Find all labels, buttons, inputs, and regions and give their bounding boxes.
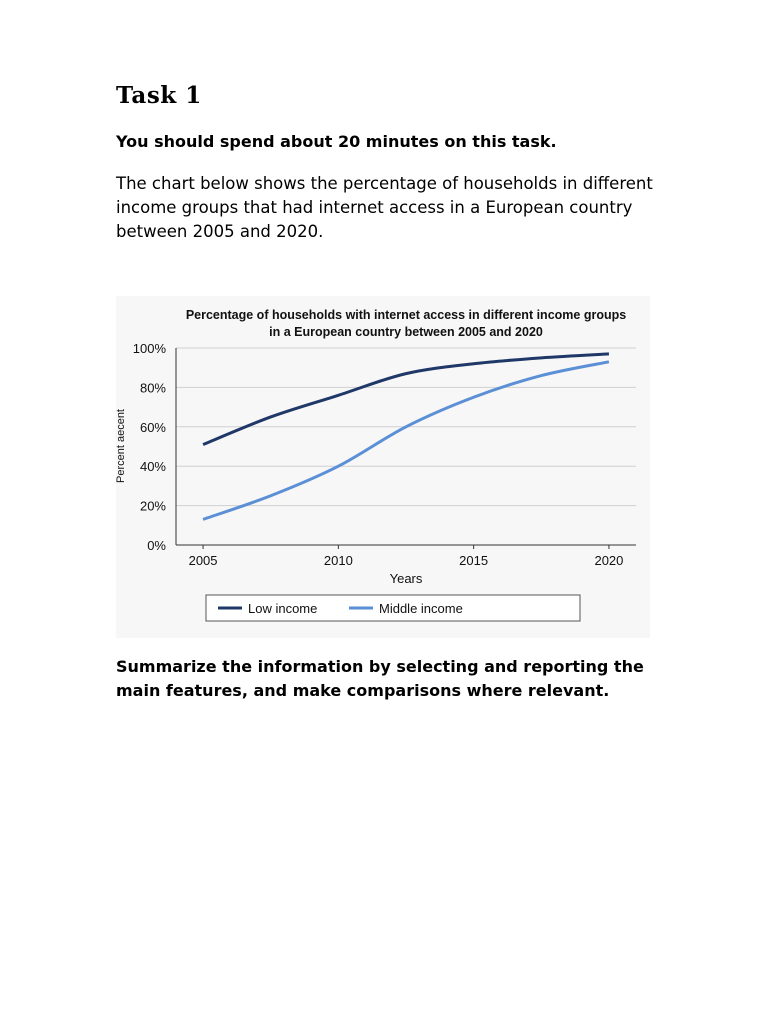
x-tick-label: 2005 <box>188 553 218 568</box>
y-axis-label: Percent aecent <box>116 409 127 483</box>
y-tick-label: 100% <box>132 341 166 356</box>
x-tick-label: 2015 <box>459 553 489 568</box>
chart-legend <box>206 595 580 621</box>
x-axis-label: Years <box>389 571 423 586</box>
chart-subtitle: in a European country between 2005 and 2020 <box>269 325 543 339</box>
chart-svg <box>116 296 650 638</box>
legend-label-middle-income: Middle income <box>379 601 463 616</box>
task-title: Task 1 <box>116 82 202 109</box>
legend-label-low-income: Low income <box>248 601 318 616</box>
chart-title: Percentage of households with internet access in different income groups <box>185 308 627 322</box>
y-tick-label: 20% <box>139 498 166 514</box>
x-tick-label: 2010 <box>323 553 353 568</box>
y-tick-label: 60% <box>139 419 166 435</box>
time-instruction: You should spend about 20 minutes on this task. <box>116 132 557 151</box>
y-tick-label: 80% <box>139 380 166 396</box>
task-prompt: The chart below shows the percentage of households in different income groups that had internet access in a European country between 2005 and 2020. <box>116 174 653 241</box>
chart-background <box>116 296 650 638</box>
summary-instruction: Summarize the information by selecting and reporting the main features, and make comparisons where relevant. <box>116 657 644 700</box>
line-chart <box>116 296 650 638</box>
y-tick-label: 0% <box>147 538 166 553</box>
y-tick-label: 40% <box>139 459 166 475</box>
x-tick-label: 2020 <box>594 553 624 568</box>
